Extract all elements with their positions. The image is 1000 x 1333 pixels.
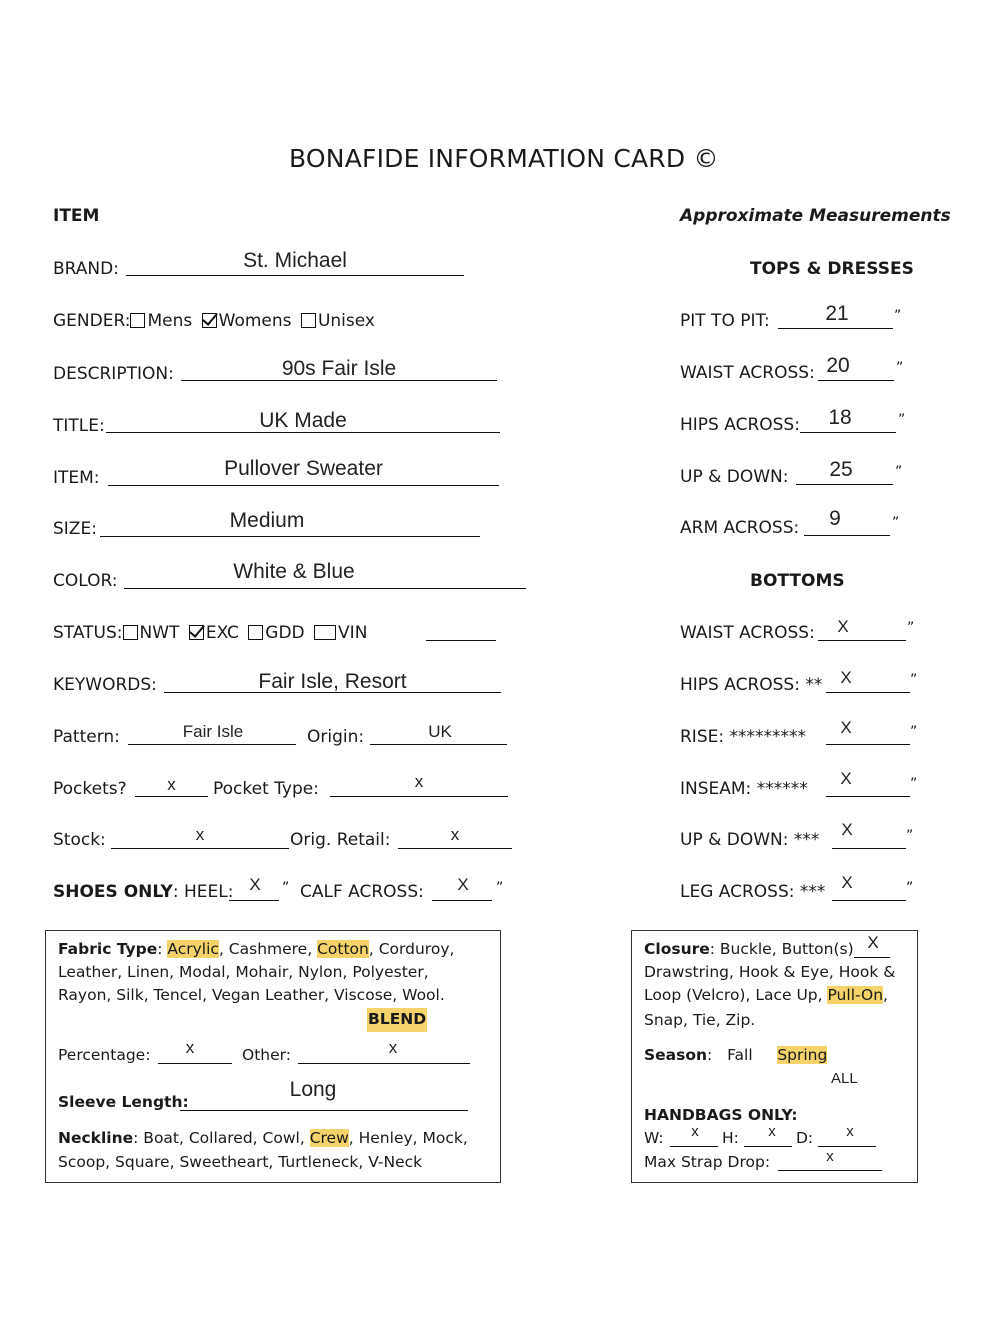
bottoms-value-hips: X [840, 668, 852, 687]
h-label: H: [722, 1129, 739, 1147]
percentage-label: Percentage: [58, 1046, 151, 1064]
tops-label-waist: WAIST ACROSS: [680, 363, 815, 383]
bottoms-line-waist [818, 640, 906, 641]
tops-line-hips [800, 432, 896, 433]
gender-checkbox-unisex[interactable] [301, 313, 316, 328]
closure-pull-on: Pull-On [827, 986, 884, 1004]
closure-text-1: : Buckle, Button(s) [709, 940, 854, 958]
keywords-label: KEYWORDS: [53, 675, 157, 695]
sleeve-length-label: Sleeve Length: [58, 1093, 189, 1111]
gender-checkbox-womens[interactable] [202, 313, 217, 328]
calf-across-value: X [457, 875, 469, 894]
bottoms-unit-leg: ” [906, 880, 914, 896]
orig-retail-label: Orig. Retail: [290, 830, 391, 850]
tops-unit-pit: ” [894, 308, 902, 324]
closure-value: X [867, 933, 879, 952]
closure-line-4: Snap, Tie, Zip. [644, 1011, 756, 1029]
tops-label-pit: PIT TO PIT: [680, 311, 770, 331]
fabric-cashmere: Cashmere [228, 940, 308, 958]
season-label: Season [644, 1046, 708, 1064]
heel-line [229, 900, 279, 901]
neckline-line-2: Scoop, Square, Sweetheart, Turtleneck, V-Neck [58, 1153, 423, 1171]
h-value: x [768, 1123, 776, 1140]
gender-option-mens: Mens [147, 311, 193, 331]
bottoms-label-rise: RISE: ********* [680, 727, 806, 747]
bottoms-label-inseam: INSEAM: ****** [680, 779, 808, 799]
keywords-value: Fair Isle, Resort [258, 670, 407, 693]
tops-value-hips: 18 [828, 406, 852, 429]
closure-label: Closure [644, 940, 710, 958]
gender-label: GENDER: [53, 311, 131, 331]
bottoms-line-rise [826, 744, 910, 745]
bottoms-value-inseam: X [840, 769, 852, 788]
neckline-text-a: : Boat, Collared, Cowl, [133, 1129, 310, 1147]
gender-row [53, 311, 375, 331]
status-option-gdd: GDD [265, 623, 305, 643]
strap-drop-label: Max Strap Drop: [644, 1153, 771, 1171]
tops-line-pit [778, 328, 893, 329]
bottoms-unit-updown: ” [906, 828, 914, 844]
w-value: x [691, 1123, 699, 1140]
bottoms-unit-inseam: ” [910, 776, 918, 792]
bottoms-unit-waist: ” [907, 620, 915, 636]
tops-value-waist: 20 [826, 354, 850, 377]
sleeve-length-value: Long [289, 1078, 337, 1101]
tops-label-hips: HIPS ACROSS: [680, 415, 800, 435]
pocket-type-value: x [414, 772, 424, 791]
pockets-label: Pockets? [53, 779, 127, 799]
shoes-only-row [53, 882, 233, 902]
season-spring: Spring [777, 1046, 828, 1064]
tops-value-updown: 25 [829, 458, 853, 481]
other-label: Other: [242, 1046, 291, 1064]
fabric-blend: BLEND [367, 1008, 427, 1032]
bottoms-line-hips [826, 692, 910, 693]
status-checkbox-vin[interactable] [314, 625, 336, 640]
calf-across-line [432, 900, 492, 901]
status-label: STATUS: [53, 623, 123, 643]
tops-label-updown: UP & DOWN: [680, 467, 789, 487]
percentage-value: x [185, 1038, 195, 1057]
tops-line-arm [804, 535, 890, 536]
status-option-nwt: NWT [139, 623, 180, 643]
strap-drop-value: x [826, 1148, 834, 1165]
pockets-value: x [167, 775, 176, 794]
approx-measurements-header: Approximate Measurements [680, 206, 951, 226]
season-fall: Fall [727, 1046, 753, 1064]
fabric-corduroy: Corduroy [378, 940, 450, 958]
w-line [670, 1146, 718, 1147]
shoes-only-label: SHOES ONLY [53, 882, 173, 902]
pattern-label: Pattern: [53, 727, 120, 747]
neckline-crew: Crew [309, 1129, 349, 1147]
bottoms-line-leg [832, 900, 906, 901]
item-line [108, 485, 499, 486]
bottoms-line-updown [832, 848, 906, 849]
tops-label-arm: ARM ACROSS: [680, 518, 800, 538]
tops-unit-arm: ” [892, 515, 900, 531]
closure-line-3 [644, 984, 888, 1008]
brand-value: St. Michael [243, 249, 347, 272]
d-label: D: [796, 1129, 814, 1147]
bottoms-label-updown: UP & DOWN: *** [680, 830, 820, 850]
status-checkbox-gdd[interactable] [248, 625, 263, 640]
bottoms-label-leg: LEG ACROSS: *** [680, 882, 826, 902]
pattern-line [128, 744, 296, 745]
d-value: x [846, 1123, 854, 1140]
orig-retail-value: x [450, 825, 460, 844]
gender-option-unisex: Unisex [317, 311, 375, 331]
fabric-line-1: Fabric Type: Acrylic, Cashmere, Cotton, Corduroy, [58, 940, 455, 958]
closure-text-3b: , [883, 986, 888, 1004]
bottoms-header: BOTTOMS [750, 571, 845, 591]
color-value: White & Blue [233, 560, 355, 583]
tops-value-arm: 9 [829, 507, 841, 530]
d-line [818, 1146, 876, 1147]
handbags-only-label: HANDBAGS ONLY: [644, 1106, 798, 1124]
closure-line-1 [644, 938, 854, 962]
season-all: ALL [831, 1070, 858, 1087]
heel-unit: ” [282, 880, 290, 896]
pockets-line [135, 796, 208, 797]
closure-line [854, 957, 890, 958]
neckline-text-b: , Henley, Mock, [348, 1129, 468, 1147]
tops-dresses-header: TOPS & DRESSES [750, 259, 914, 279]
heel-label: : HEEL: [172, 882, 234, 902]
bottoms-value-updown: X [841, 820, 853, 839]
other-value: x [388, 1038, 398, 1057]
brand-line [126, 275, 464, 276]
title-label: TITLE: [53, 416, 105, 436]
stock-label: Stock: [53, 830, 106, 850]
item-label: ITEM: [53, 468, 100, 488]
origin-value: UK [428, 722, 452, 741]
color-label: COLOR: [53, 571, 118, 591]
status-checkbox-nwt[interactable] [123, 625, 138, 640]
item-header: ITEM [53, 206, 100, 226]
season-row: Season: Fall Spring [644, 1046, 828, 1064]
sleeve-length-line [180, 1110, 468, 1111]
size-line [100, 536, 480, 537]
fabric-type-label: Fabric Type [58, 940, 158, 958]
calf-across-label: CALF ACROSS: [300, 882, 424, 902]
pattern-value: Fair Isle [182, 722, 244, 741]
sleeve-length-label-text: Sleeve Length [58, 1093, 183, 1111]
neckline-line-1 [58, 1127, 468, 1151]
origin-line [370, 744, 507, 745]
status-checkbox-exc[interactable] [189, 625, 204, 640]
calf-unit: ” [496, 880, 504, 896]
page-title: BONAFIDE INFORMATION CARD © [289, 144, 719, 173]
origin-label: Origin: [307, 727, 365, 747]
fabric-line-2: Leather, Linen, Modal, Mohair, Nylon, Polyester, [58, 963, 429, 981]
orig-retail-line [398, 848, 512, 849]
bottoms-value-rise: X [840, 718, 852, 737]
tops-unit-waist: ” [896, 360, 904, 376]
gender-checkbox-mens[interactable] [130, 313, 145, 328]
neckline-label: Neckline [58, 1129, 134, 1147]
size-label: SIZE: [53, 519, 97, 539]
pocket-type-label: Pocket Type: [213, 779, 319, 799]
description-value: 90s Fair Isle [281, 357, 397, 380]
title-value: UK Made [259, 409, 347, 432]
size-value: Medium [229, 509, 305, 532]
tops-unit-updown: ” [895, 464, 903, 480]
other-line [298, 1063, 470, 1064]
bottoms-unit-hips: ” [910, 672, 918, 688]
pocket-type-line [330, 796, 508, 797]
fabric-line-3: Rayon, Silk, Tencel, Vegan Leather, Viscose, Wool. [58, 986, 445, 1004]
status-line [426, 640, 496, 641]
item-value: Pullover Sweater [224, 457, 383, 480]
percentage-line [158, 1063, 232, 1064]
bottoms-label-hips: HIPS ACROSS: ** [680, 675, 823, 695]
gender-option-womens: Womens [218, 311, 292, 331]
brand-label: BRAND: [53, 259, 119, 279]
fabric-acrylic: Acrylic [167, 940, 219, 958]
tops-line-waist [818, 380, 894, 381]
status-option-vin: VIN [338, 623, 368, 643]
bottoms-label-waist: WAIST ACROSS: [680, 623, 815, 643]
description-label: DESCRIPTION: [53, 364, 174, 384]
tops-value-pit: 21 [825, 302, 849, 325]
stock-value: x [195, 825, 205, 844]
bottoms-line-inseam [826, 796, 910, 797]
closure-text-3a: Loop (Velcro), Lace Up, [644, 986, 828, 1004]
fabric-cotton: Cotton [317, 940, 369, 958]
bottoms-value-waist: X [837, 617, 849, 636]
closure-line-2: Drawstring, Hook & Eye, Hook & [644, 963, 896, 981]
bottoms-unit-rise: ” [910, 724, 918, 740]
h-line [744, 1146, 792, 1147]
status-row [53, 623, 367, 643]
status-option-exc: EXC [205, 623, 239, 643]
color-line [124, 588, 526, 589]
heel-value: X [249, 875, 261, 894]
strap-drop-line [778, 1170, 882, 1171]
w-label: W: [644, 1129, 664, 1147]
tops-unit-hips: ” [898, 412, 906, 428]
stock-line [111, 848, 289, 849]
tops-line-updown [796, 484, 893, 485]
bottoms-value-leg: X [841, 873, 853, 892]
